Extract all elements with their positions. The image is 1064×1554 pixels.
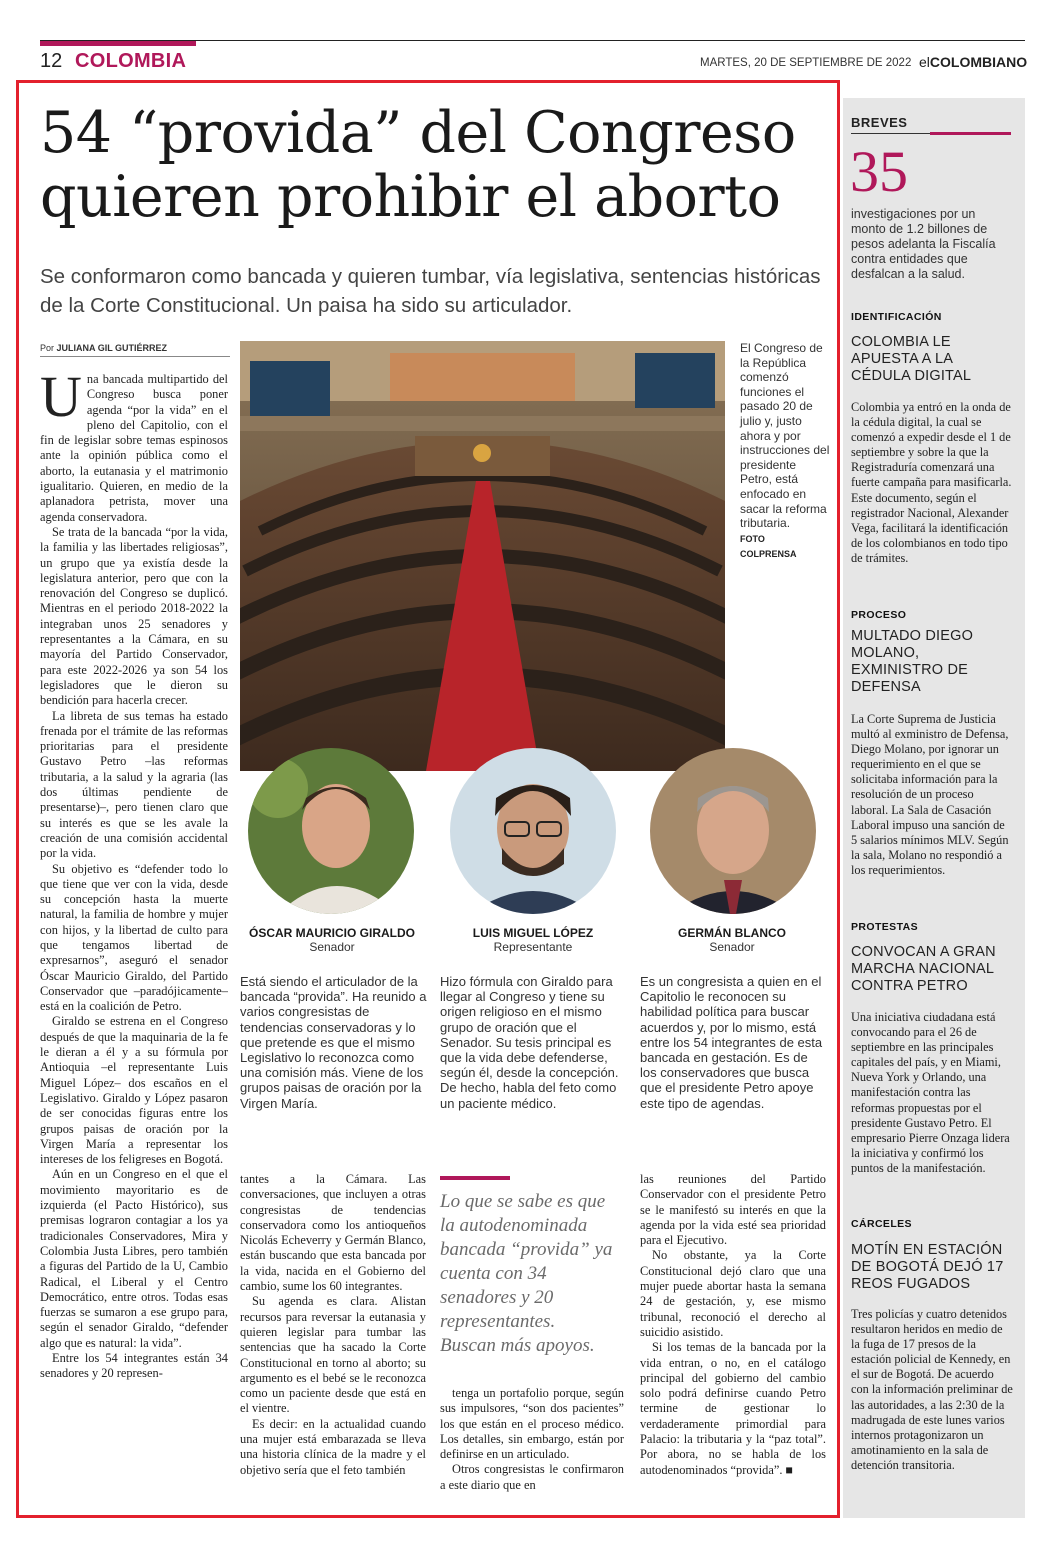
paragraph <box>40 372 228 525</box>
subheadline: Se conformaron como bancada y quieren tumbar, vía legislativa, sentencias históricas de la Corte Constitucional. Un paisa ha sido su articulador. <box>40 265 821 317</box>
paragraph: Entre los 54 integrantes están 34 senadores y 20 represen- <box>40 1351 228 1381</box>
brief-body-carceles: Tres policías y cuatro detenidos resultaron heridos en medio de la fuga de 17 presos de la estación policial de Kennedy, en el sur de Bogotá. De acuerdo con la información preliminar de las autoridades, a las 2:30 de la madrugada de este lunes varios internos protagonizaron un amotinamiento en la sala de detención transitoria. <box>851 1307 1013 1472</box>
byline <box>40 343 167 353</box>
paragraph: las reuniones del Partido Conservador con el presidente Petro se le manifestó su interés en que la agenda por la vida esté sea prioridad para el Ejecutivo. <box>640 1172 826 1248</box>
profile-text-3: Es un congresista a quien en el Capitolio le reconocen su habilidad política para buscar acuerdos y, por lo mismo, está entre los 54 integrantes de esta bancada en gestación. Es de los conservadores que busca que el presidente Petro apoye este tipo de agendas. <box>640 974 823 1111</box>
profile-role-3: Senador <box>709 940 755 954</box>
headline <box>40 101 830 229</box>
profile-role-1: Senador <box>309 940 355 954</box>
profile-name-1: ÓSCAR MAURICIO GIRALDO <box>249 926 415 940</box>
headline-line-1: 54 “provida” del Congreso <box>40 100 796 166</box>
paragraph: Su objetivo es “defender todo lo que tiene que ver con la vida, desde su concepción hasta la muerte natural, la familia de hombre y mujer con hijos, y la libertad de culto para que tengamos libertad de expresarnos”, aseguró el senador Óscar Mauricio Giraldo, del Partido Conservador que –paradójicamente– está en la coalición de Petro. <box>40 861 228 1014</box>
byline-author: JULIANA GIL GUTIÉRREZ <box>56 343 168 353</box>
issue-date: MARTES, 20 DE SEPTIEMBRE DE 2022 <box>700 57 912 69</box>
brief-title-protestas: CONVOCAN A GRAN MARCHA NACIONAL CONTRA PETRO <box>851 944 996 994</box>
drop-cap: U <box>40 372 82 429</box>
sidebar-stat-number: 35 <box>850 139 908 204</box>
brand-name: COLOMBIANO <box>929 54 1028 70</box>
paragraph: Su agenda es clara. Alistan recursos para reversar la eutanasia y quieren legislar para tumbar las sentencias que ha sacado la Corte Constitucional en torno al aborto; su argumento es el bebé se le reconozca como un paciente desde que está en el vientre. <box>240 1294 426 1416</box>
paragraph: tenga un portafolio porque, según sus impulsores, “son dos pacientes” los que están en el proceso médico. Los detalles, sin embargo, están por definirse en un articulado. <box>440 1386 624 1462</box>
paragraph: Otros congresistas le confirmaron a este diario que en <box>440 1462 624 1492</box>
portrait-german-blanco <box>650 748 816 914</box>
portrait-oscar-mauricio-giraldo <box>248 748 414 914</box>
paragraph: Aún en un Congreso en el que el movimiento mayoritario es de izquierda (el Pacto Histórico), sus premisas lograron contagiar a los ya tradicionales Conservadores, Mira y Colombia Justa Libres, pero también a figuras del Partido de la U, Cambio Radical, el Liberal y el Centro Democrático, entre otros. Todas esas fuerzas se sumaron a ese grupo para, según el senador Giraldo, “defender algo que es natural: la vida”. <box>40 1167 228 1350</box>
profile-text-1: Está siendo el articulador de la bancada “provida”. Ha reunido a varios congresistas de tendencias conservadoras y lo que pretende es que el mismo Legislativo lo reconozca como una comisión más. Viene de los grupos paisas de oración por la Virgen María. <box>240 974 427 1111</box>
pullquote: Lo que se sabe es que la autodenominada bancada “provida” ya cuenta con 34 senadores y 20 representantes. Buscan más apoyos. <box>440 1191 613 1356</box>
body-column-3 <box>440 1386 624 1518</box>
brief-title-identificacion: COLOMBIA LE APUESTA A LA CÉDULA DIGITAL <box>851 334 972 384</box>
brief-label-protestas: PROTESTAS <box>851 921 918 933</box>
profile-role-2: Representante <box>493 940 573 954</box>
brief-body-protestas: Una iniciativa ciudadana está convocando para el 26 de septiembre en las principales capitales del país, y en Miami, Nueva York y Orlando, una manifestación contra las reformas propuestas por el presidente Gustavo Petro. El empresario Pierre Onzaga lidera la iniciativa y confirmó los puntos de la manifestación. <box>851 1010 1010 1175</box>
brief-title-proceso: MULTADO DIEGO MOLANO, EXMINISTRO DE DEFENSA <box>851 628 974 695</box>
profile-text-2: Hizo fórmula con Giraldo para llegar al Congreso y tiene su origen religioso en el mismo grupo de oración que el Senador. Su tesis principal es que la vida debe defenderse, según él, desde la concepción. De hecho, habla del feto como un paciente médico. <box>440 974 619 1111</box>
section-accent-bar <box>40 41 196 46</box>
sidebar-rule-accent <box>930 132 1011 135</box>
newspaper-brand <box>919 54 1027 70</box>
photo-caption <box>740 341 830 562</box>
body-column-1 <box>40 372 228 1518</box>
paragraph: Es decir: en la actualidad cuando una mujer está embarazada se lleva una historia clínica de la madre y el objetivo sería que el feto también <box>240 1416 426 1477</box>
paragraph: Si los temas de la bancada por la vida entran, o no, en el catálogo principal del gobierno del cambio solo podrá definirse cuando Petro termine de gestionar lo verdaderamente primordial para Palacio: la tributaria y la “paz total”. Por abora, no se habla de los autodenominados “provida”. ■ <box>640 1340 826 1477</box>
byline-rule <box>40 356 230 357</box>
portrait-luis-miguel-lopez <box>450 748 616 914</box>
profile-name-2: LUIS MIGUEL LÓPEZ <box>472 926 594 940</box>
page-number: 12 <box>40 50 63 72</box>
body-column-4 <box>640 1172 826 1518</box>
profile-name-3: GERMÁN BLANCO <box>678 926 786 940</box>
congress-chamber-photo <box>240 341 725 771</box>
sidebar-title: BREVES <box>851 115 908 130</box>
chamber-illustration <box>240 341 725 771</box>
byline-prefix: Por <box>40 343 55 353</box>
credit-line-1: FOTO <box>740 533 765 544</box>
brief-label-identificacion: IDENTIFICACIÓN <box>851 311 942 323</box>
portrait-illustration <box>650 748 816 914</box>
brief-label-carceles: CÁRCELES <box>851 1218 912 1230</box>
brief-label-proceso: PROCESO <box>851 609 907 621</box>
brand-prefix: el <box>919 54 930 70</box>
paragraph: tantes a la Cámara. Las conversaciones, que incluyen a otras congresistas de tendencias conservadora como los antioqueños Nicolás Echeverry y Germán Blanco, están buscando que esta bancada por la vida, nacida en el Gobierno del cambio, sume los 60 integrantes. <box>240 1172 426 1294</box>
caption-text: El Congreso de la República comenzó funciones el pasado 20 de julio y, justo ahora y por instrucciones del presidente Petro, está enfocado en sacar la reforma tributaria. <box>740 341 830 531</box>
portrait-illustration <box>450 748 616 914</box>
credit-line-2: COLPRENSA <box>740 549 797 560</box>
pullquote-rule <box>440 1176 510 1180</box>
paragraph: No obstante, ya la Corte Constitucional dejó claro que una mujer puede abortar hasta la semana 24 de gestación, y, ese mismo tribunal, reconoció el derecho al suicidio asistido. <box>640 1248 826 1339</box>
brief-title-carceles: MOTÍN EN ESTACIÓN DE BOGOTÁ DEJÓ 17 REOS FUGADOS <box>851 1242 1004 1292</box>
body-column-2 <box>240 1172 426 1518</box>
paragraph: La libreta de sus temas ha estado frenada por el trámite de las reformas prioritarias para el presidente Gustavo Petro –las reformas tributaria, a la salud y la agraria (las dos últimas pendiente de presentarse)–, pero tienen claro que su interés es que se les avale la creación de una comisión accidental por la vida. <box>40 708 228 861</box>
paragraph: Giraldo se estrena en el Congreso después de que la maquinaria de la fe le dieran a él y a su fórmula por Antioquia –el representante Luis Miguel López– dos escaños en el Legislativo. Giraldo y López pasaron de ser conocidas figuras entre los grupos paisas de oración por la Virgen María a representar los intereses de los feligreses en Bogotá. <box>40 1014 228 1167</box>
portrait-illustration <box>248 748 414 914</box>
sidebar-stat-text: investigaciones por un monto de 1.2 billones de pesos adelanta la Fiscalía contra entidades que desfalcan a la salud. <box>851 207 996 281</box>
paragraph-text: na bancada multipartido del Congreso busca poner agenda “por la vida” en el pleno del Capitolio, con el fin de legislar sobre temas espinosos ante la opinión pública como el aborto, la eutanasia y el matrimonio igualitario. Quieren, en medio de la aplanadora petrista, mover una agenda conservadora. <box>40 372 228 524</box>
brief-body-proceso: La Corte Suprema de Justicia multó al exministro de Defensa, Diego Molano, por ignorar un requerimiento en el que se solicitaba información para la resolución de un proceso laboral. La Sala de Casación Laboral impuso una sanción de 5 salarios mínimos MLV. Según la sala, Molano no respondió a los requerimientos. <box>851 712 1009 877</box>
paragraph: Se trata de la bancada “por la vida, la familia y las libertades religiosas”, un grupo que ya existía desde la legislatura anterior, pero que con la renovación del Congreso se duplicó. Mientras en el periodo 2018-2022 la integraban unos 25 senadores y representantes a la Cámara, en su mayoría del Partido Conservador, para este 2022-2026 ya son 54 los legisladores que le dieron su bendición para hacerla crecer. <box>40 524 228 708</box>
brief-body-identificacion: Colombia ya entró en la onda de la cédula digital, la cual se comenzó a expedir desde el 1 de septiembre y sobre la que la Registraduría comenzará una fuerte campaña para masificarla. Este documento, según el registrador Nacional, Alexander Vega, facilitará la identificación de los colombianos en todo tipo de trámites. <box>851 400 1012 565</box>
headline-line-2: quieren prohibir el aborto <box>40 164 781 230</box>
photo-credit <box>740 531 830 562</box>
section-name: COLOMBIA <box>75 50 187 72</box>
